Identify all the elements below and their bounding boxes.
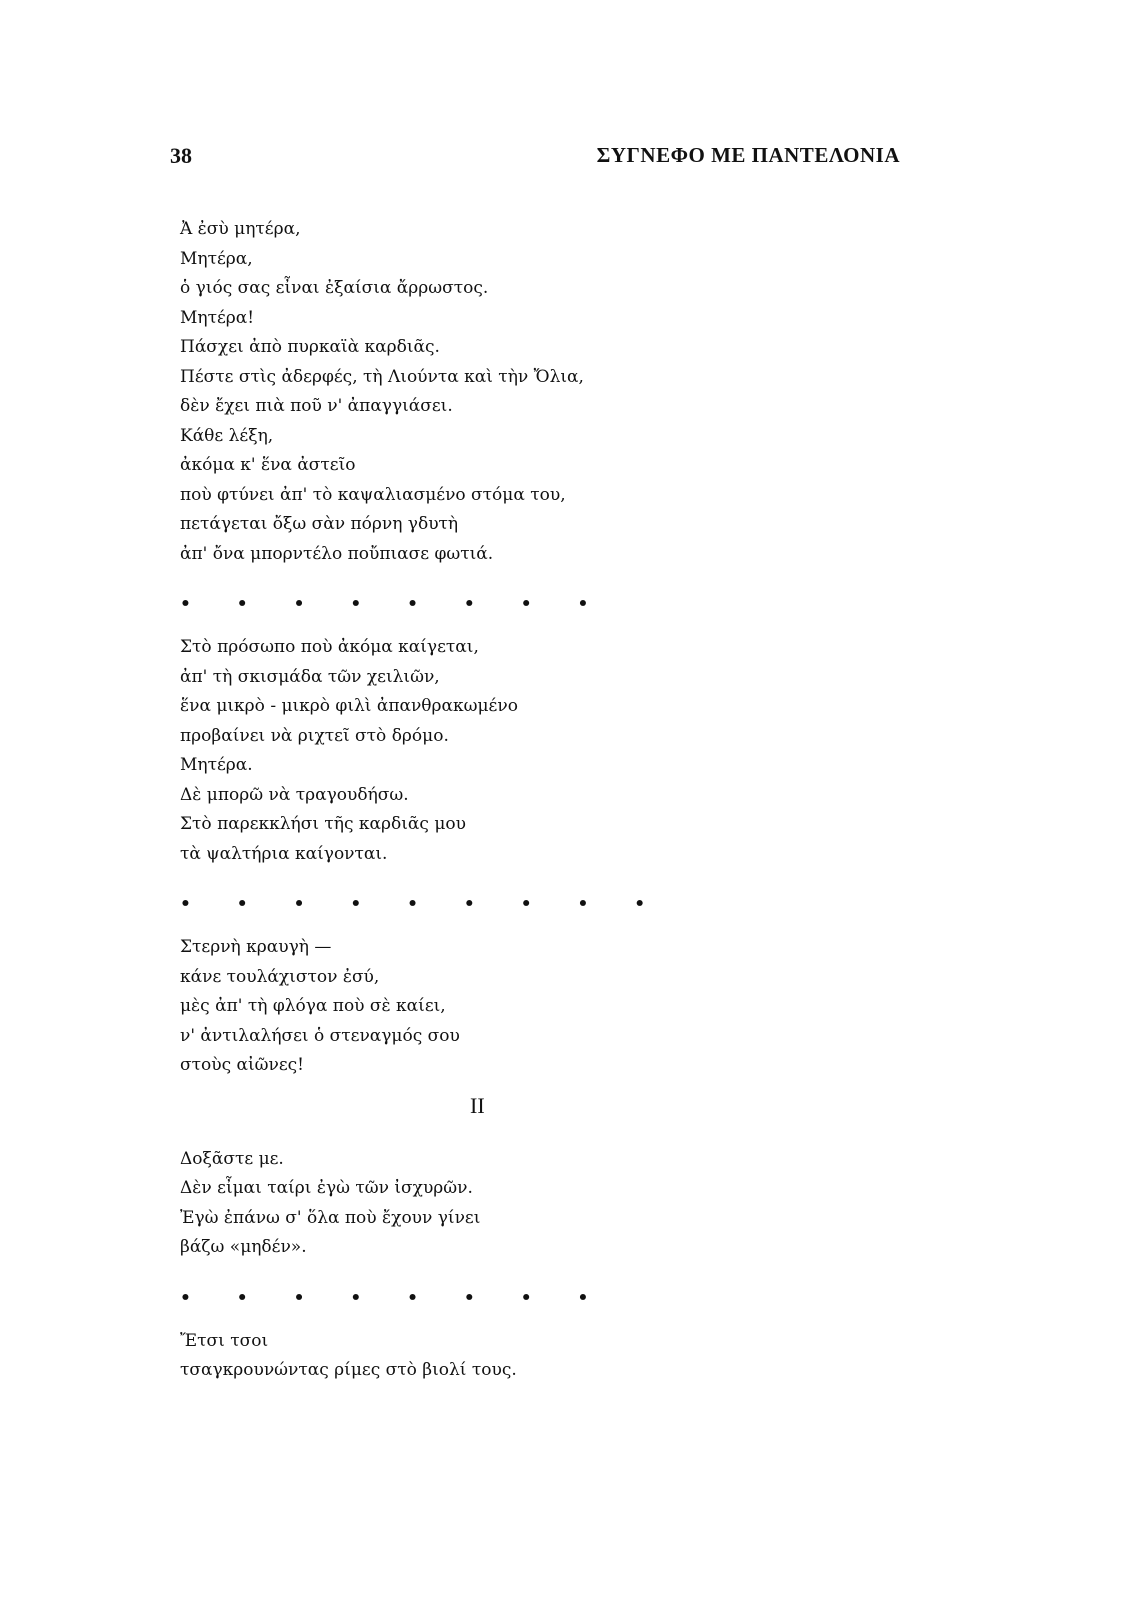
poem-line: Στερνὴ κραυγὴ —: [180, 937, 332, 957]
poem-line: τὰ ψαλτήρια καίγονται.: [180, 843, 388, 864]
poem-line: Στὸ πρόσωπο ποὺ ἀκόμα καίγεται,: [180, 637, 479, 657]
poem-line: μὲς ἀπ' τὴ φλόγα ποὺ σὲ καίει,: [180, 996, 446, 1016]
poem-line: Δὲ μπορῶ νὰ τραγουδήσω.: [180, 784, 409, 805]
poem-line: Μητέρα.: [180, 755, 253, 775]
poem-line: ἀκόμα κ' ἕνα ἀστεῖο: [180, 455, 356, 475]
poem-line: ν' ἀντιλαλήσει ὁ στεναγμός σου: [180, 1025, 460, 1046]
poem-line: Δὲν εἶμαι ταίρι ἐγὼ τῶν ἰσχυρῶν.: [180, 1178, 473, 1198]
poem-line: ἕνα μικρὸ - μικρὸ φιλὶ ἀπανθρακωμένο: [180, 696, 518, 716]
stanza-2: [180, 633, 880, 869]
poem-line: Πάσχει ἀπὸ πυρκαϊὰ καρδιᾶς.: [180, 337, 440, 357]
poem-line: Κάθε λέξη,: [180, 425, 274, 446]
stanza-3: [180, 933, 880, 1081]
poem-line: ὁ γιός σας εἶναι ἐξαίσια ἄρρωστος.: [180, 278, 489, 298]
stanza-5: [180, 1327, 880, 1386]
poem-line: κάνε τουλάχιστον ἐσύ,: [180, 966, 380, 987]
page-number: 38: [170, 143, 192, 168]
poem-line: Ἔτσι τσοι: [180, 1330, 269, 1351]
poem-line: βάζω «μηδέν».: [180, 1237, 307, 1257]
separator-dots: • • • • • • • • •: [180, 894, 666, 914]
stanza-4: [180, 1145, 880, 1263]
poem-line: Στὸ παρεκκλήσι τῆς καρδιᾶς μου: [180, 814, 466, 834]
poem-line: στοὺς αἰῶνες!: [180, 1055, 305, 1075]
poem-line: πετάγεται ὄξω σὰν πόρνη γδυτὴ: [180, 514, 459, 534]
separator-dots: • • • • • • • •: [180, 1287, 609, 1308]
running-title: ΣΥΓΝΕΦΟ ΜΕ ΠΑΝΤΕΛΟΝΙΑ: [596, 143, 900, 167]
poem-line: Μητέρα,: [180, 248, 253, 269]
poem-line: τσαγκρουνώντας ρίμες στὸ βιολί τους.: [180, 1360, 517, 1380]
poem-line: Δοξᾶστε με.: [180, 1148, 284, 1169]
poem-line: προβαίνει νὰ ριχτεῖ στὸ δρόμο.: [180, 725, 449, 746]
poem-body: [180, 215, 880, 1386]
poem-line: Ἐγὼ ἐπάνω σ' ὅλα ποὺ ἔχουν γίνει: [180, 1207, 481, 1228]
poem-line: ποὺ φτύνει ἀπ' τὸ καψαλιασμένο στόμα του,: [180, 484, 566, 505]
poem-line: Ἀ ἐσὺ μητέρα,: [180, 219, 301, 239]
page-header: [170, 143, 900, 179]
poem-line: Πέστε στὶς ἀδερφές, τὴ Λιούντα καὶ τὴν Ὄλια,: [180, 366, 584, 387]
separator-dots: • • • • • • • •: [180, 594, 609, 614]
poem-line: δὲν ἔχει πιὰ ποῦ ν' ἀπαγγιάσει.: [180, 396, 453, 416]
poem-line: ἀπ' ὄνα μπορντέλο ποὔπιασε φωτιά.: [180, 543, 494, 564]
poem-line: Μητέρα!: [180, 307, 255, 328]
poem-line: ἀπ' τὴ σκισμάδα τῶν χειλιῶν,: [180, 666, 440, 687]
section-heading: II: [470, 1092, 485, 1118]
stanza-1: [180, 215, 880, 569]
